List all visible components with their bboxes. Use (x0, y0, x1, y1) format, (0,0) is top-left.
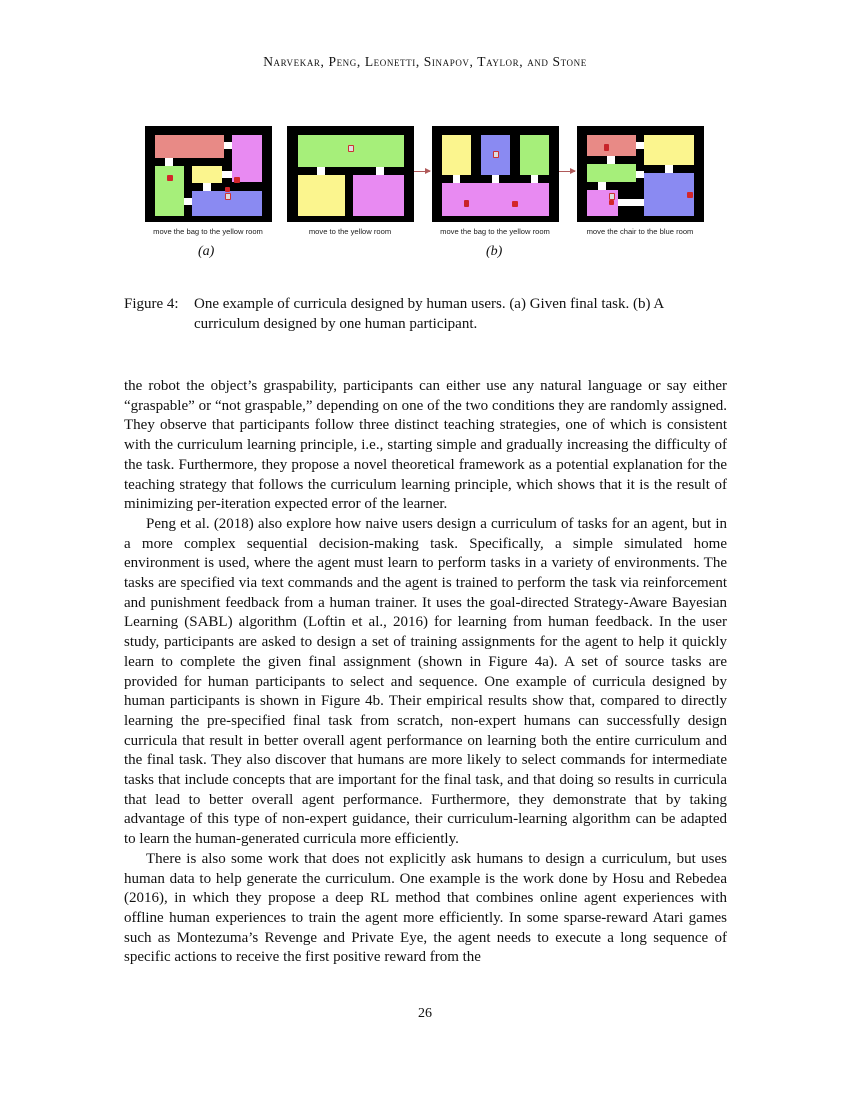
agent-robot (348, 145, 354, 152)
door (165, 158, 173, 166)
room-green (155, 166, 184, 216)
sequence-arrow (414, 171, 430, 172)
room-purple (232, 135, 262, 182)
room-purple (353, 175, 404, 216)
door (224, 142, 232, 149)
chair-object (464, 200, 469, 207)
caption-text: One example of curricula designed by human users. (a) Given final task. (b) A curriculum designed by one human participant. (194, 296, 664, 332)
subfigure-label-a: (a) (198, 244, 215, 259)
gridworld-panel-b2 (432, 126, 559, 222)
door (636, 171, 644, 178)
page-number: 26 (418, 1006, 432, 1021)
caption-label: Figure 4: (124, 296, 179, 312)
door (607, 156, 615, 164)
door (376, 167, 384, 175)
door (636, 142, 644, 149)
agent-robot (225, 193, 231, 200)
door (618, 199, 644, 206)
bag-object (167, 175, 173, 181)
panel-caption: move to the yellow room (308, 227, 392, 236)
paragraph: There is also some work that does not explicitly ask humans to design a curriculum, but uses human data to help generate the curriculum. One example is the work done by Hosu and Rebedea (2016), in which they propose a deep RL method that combines online agent experiences with offline human experiences to train the agent more efficiently. In some sparse-reward Atari games such as Montezuma’s Revenge and Private Eye, the agent needs to execute a long sequence of specific actions to receive the first positive reward from the (124, 850, 727, 966)
gridworld-panel-b1 (287, 126, 414, 222)
agent-robot (493, 151, 499, 158)
room-yellow (192, 166, 222, 183)
object (225, 187, 230, 192)
room-red (587, 135, 636, 156)
panel-caption: move the bag to the yellow room (440, 227, 550, 236)
object (234, 177, 240, 183)
gridworld-panel-a (145, 126, 272, 222)
panel-caption: move the bag to the yellow room (153, 227, 263, 236)
room-yellow (298, 175, 345, 216)
gridworld-panel-b3 (577, 126, 704, 222)
door (453, 175, 460, 183)
figure-caption (124, 294, 728, 334)
door (598, 182, 606, 190)
room-yellow (644, 135, 694, 165)
running-head: Narvekar, Peng, Leonetti, Sinapov, Taylor, and Stone (263, 54, 587, 69)
room-green (587, 164, 636, 182)
body-text (124, 377, 727, 968)
door (203, 183, 211, 191)
room-red (155, 135, 224, 158)
object (687, 192, 693, 198)
object (609, 200, 614, 205)
figure-4 (0, 126, 850, 266)
paragraph: the robot the object’s graspability, participants can either use any natural language or say either “graspable” or “not graspable,” depending on one of the two conditions they are randomly assigned. They observe that participants follow three distinct teaching strategies, one of which is consistent with the curriculum learning principle, i.e., starting simple and gradually increasing the difficulty of the task. Furthermore, they propose a novel theoretical framework as a potential explanation for the teaching strategy that follows the curriculum learning principle, which shows that it is the result of minimizing per-iteration expected error of the learner. (124, 378, 727, 513)
room-green (520, 135, 549, 175)
agent-robot (609, 193, 615, 200)
door (317, 167, 325, 175)
panel-caption: move the chair to the blue room (586, 227, 694, 236)
room-yellow (442, 135, 471, 175)
door (531, 175, 538, 183)
room-purple (442, 183, 549, 216)
paragraph: Peng et al. (2018) also explore how naive users design a curriculum of tasks for an agent, but in a more complex sequential decision-making task. Specifically, a simple simulated home environment is used, where the agent must learn to perform tasks in a variety of environments. The tasks are specified via text commands and the agent is trained to perform the task via reinforcement and punishment feedback from a human trainer. It uses the goal-directed Strategy-Aware Bayesian Learning (SABL) algorithm (Loftin et al., 2016) for learning from human feedback. In the user study, participants are asked to design a set of training assignments for the agent to help it quickly learn to complete the given final assignment (shown in Figure 4a). A set of source tasks are provided for human participants to select and sequence. One example of curricula designed by human participants is shown in Figure 4b. Their empirical results show that, compared to directly learning the pre-specified final task from scratch, non-expert humans can successfully design curricula that result in better overall agent performance on learning both the entire curriculum and the final task. They also discover that humans are more likely to select commands for intermediate tasks that include concepts that are important for the final task, and that doing so results in curricula that lead to better overall agent performance. Furthermore, they demonstrate that by taking advantage of this type of non-expert guidance, their curriculum-learning algorithm can be adapted to learn the human-generated curricula more efficiently. (124, 515, 727, 848)
door (665, 165, 673, 173)
subfigure-label-b: (b) (486, 244, 503, 259)
door (492, 175, 499, 183)
sequence-arrow (559, 171, 575, 172)
bag-object (512, 201, 518, 207)
door (222, 171, 232, 178)
chair-object (604, 144, 609, 151)
door (184, 198, 192, 205)
